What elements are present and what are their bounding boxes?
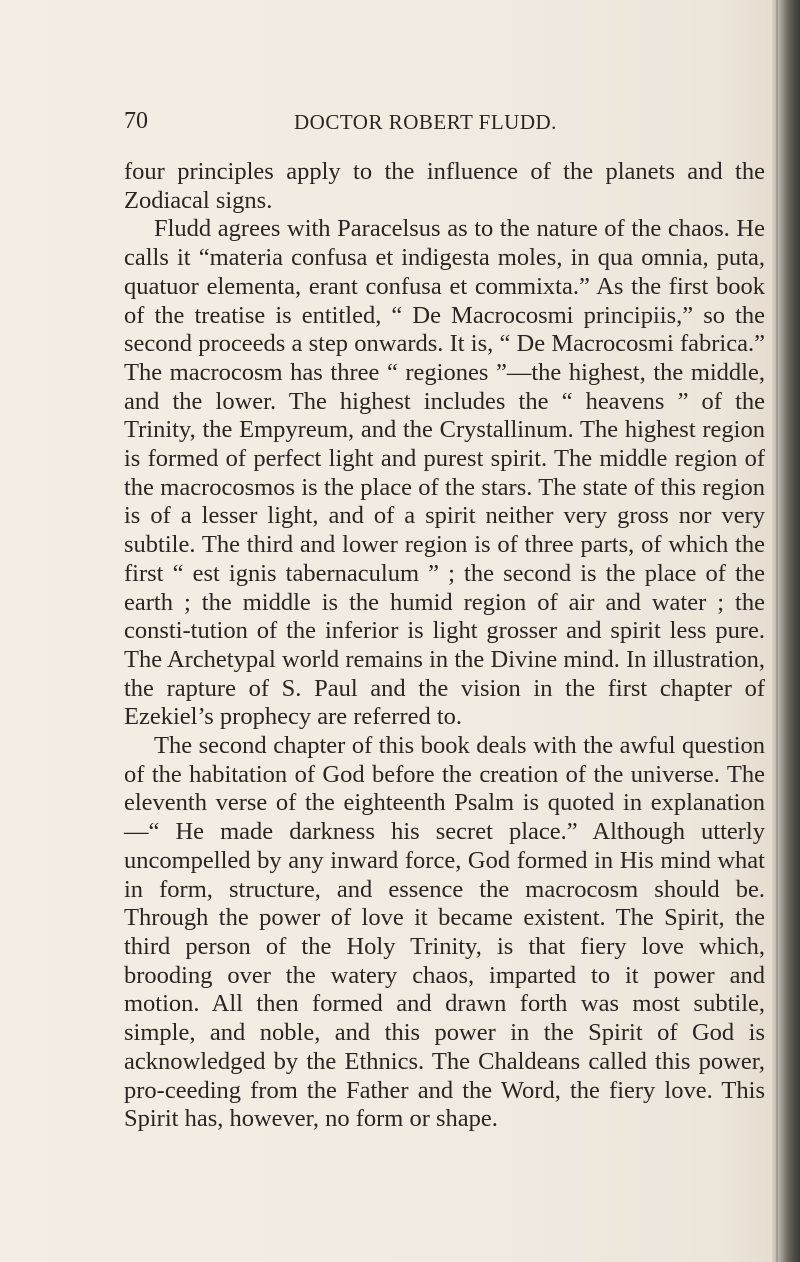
page-edge-line — [776, 0, 778, 1262]
page-number: 70 — [124, 108, 148, 134]
paragraph: Fludd agrees with Paracelsus as to the nature of the chaos. He calls it “materia confusa et indigesta moles, in qua omnia, puta, quatuor elementa, erant confusa et commixta.” As the first book of the treatise is entitled, “ De Macrocosmi principiis,” so the second proceeds a step onwards. It is, “ De Macrocosmi fabrica.” The macrocosm has three “ regiones ”—the highest, the middle, and the lower. The highest includes the “ heavens ” of the Trinity, the Empyreum, and the Crystallinum. The highest region is formed of perfect light and purest spirit. The middle region of the macrocosmos is the place of the stars. The state of this region is of a lesser light, and of a spirit neither very gross nor very subtile. The third and lower region is of three parts, of which the first “ est ignis tabernaculum ” ; the second is the place of the earth ; the middle is the humid region of air and water ; the consti-tution of the inferior is light grosser and spirit less pure. The Archetypal world remains in the Divine mind. In illustration, the rapture of S. Paul and the vision in the first chapter of Ezekiel’s prophecy are referred to. — [124, 215, 765, 731]
body-text — [124, 158, 765, 1134]
running-head: DOCTOR ROBERT FLUDD. — [294, 110, 557, 134]
paragraph: four principles apply to the influence of the planets and the Zodiacal signs. — [124, 158, 765, 214]
paragraph: The second chapter of this book deals with the awful question of the habitation of God before the creation of the universe. The eleventh verse of the eighteenth Psalm is quoted in explanation—“ He made darkness his secret place.” Although utterly uncompelled by any inward force, God formed in His mind what in form, structure, and essence the macrocosm should be. Through the power of love it became existent. The Spirit, the third person of the Holy Trinity, is that fiery love which, brooding over the watery chaos, imparted to it power and motion. All then formed and drawn forth was most subtile, simple, and noble, and this power in the Spirit of God is acknowledged by the Ethnics. The Chaldeans called this power, pro-ceeding from the Father and the Word, the fiery love. This Spirit has, however, no form or shape. — [124, 732, 765, 1133]
page-header — [124, 108, 764, 138]
